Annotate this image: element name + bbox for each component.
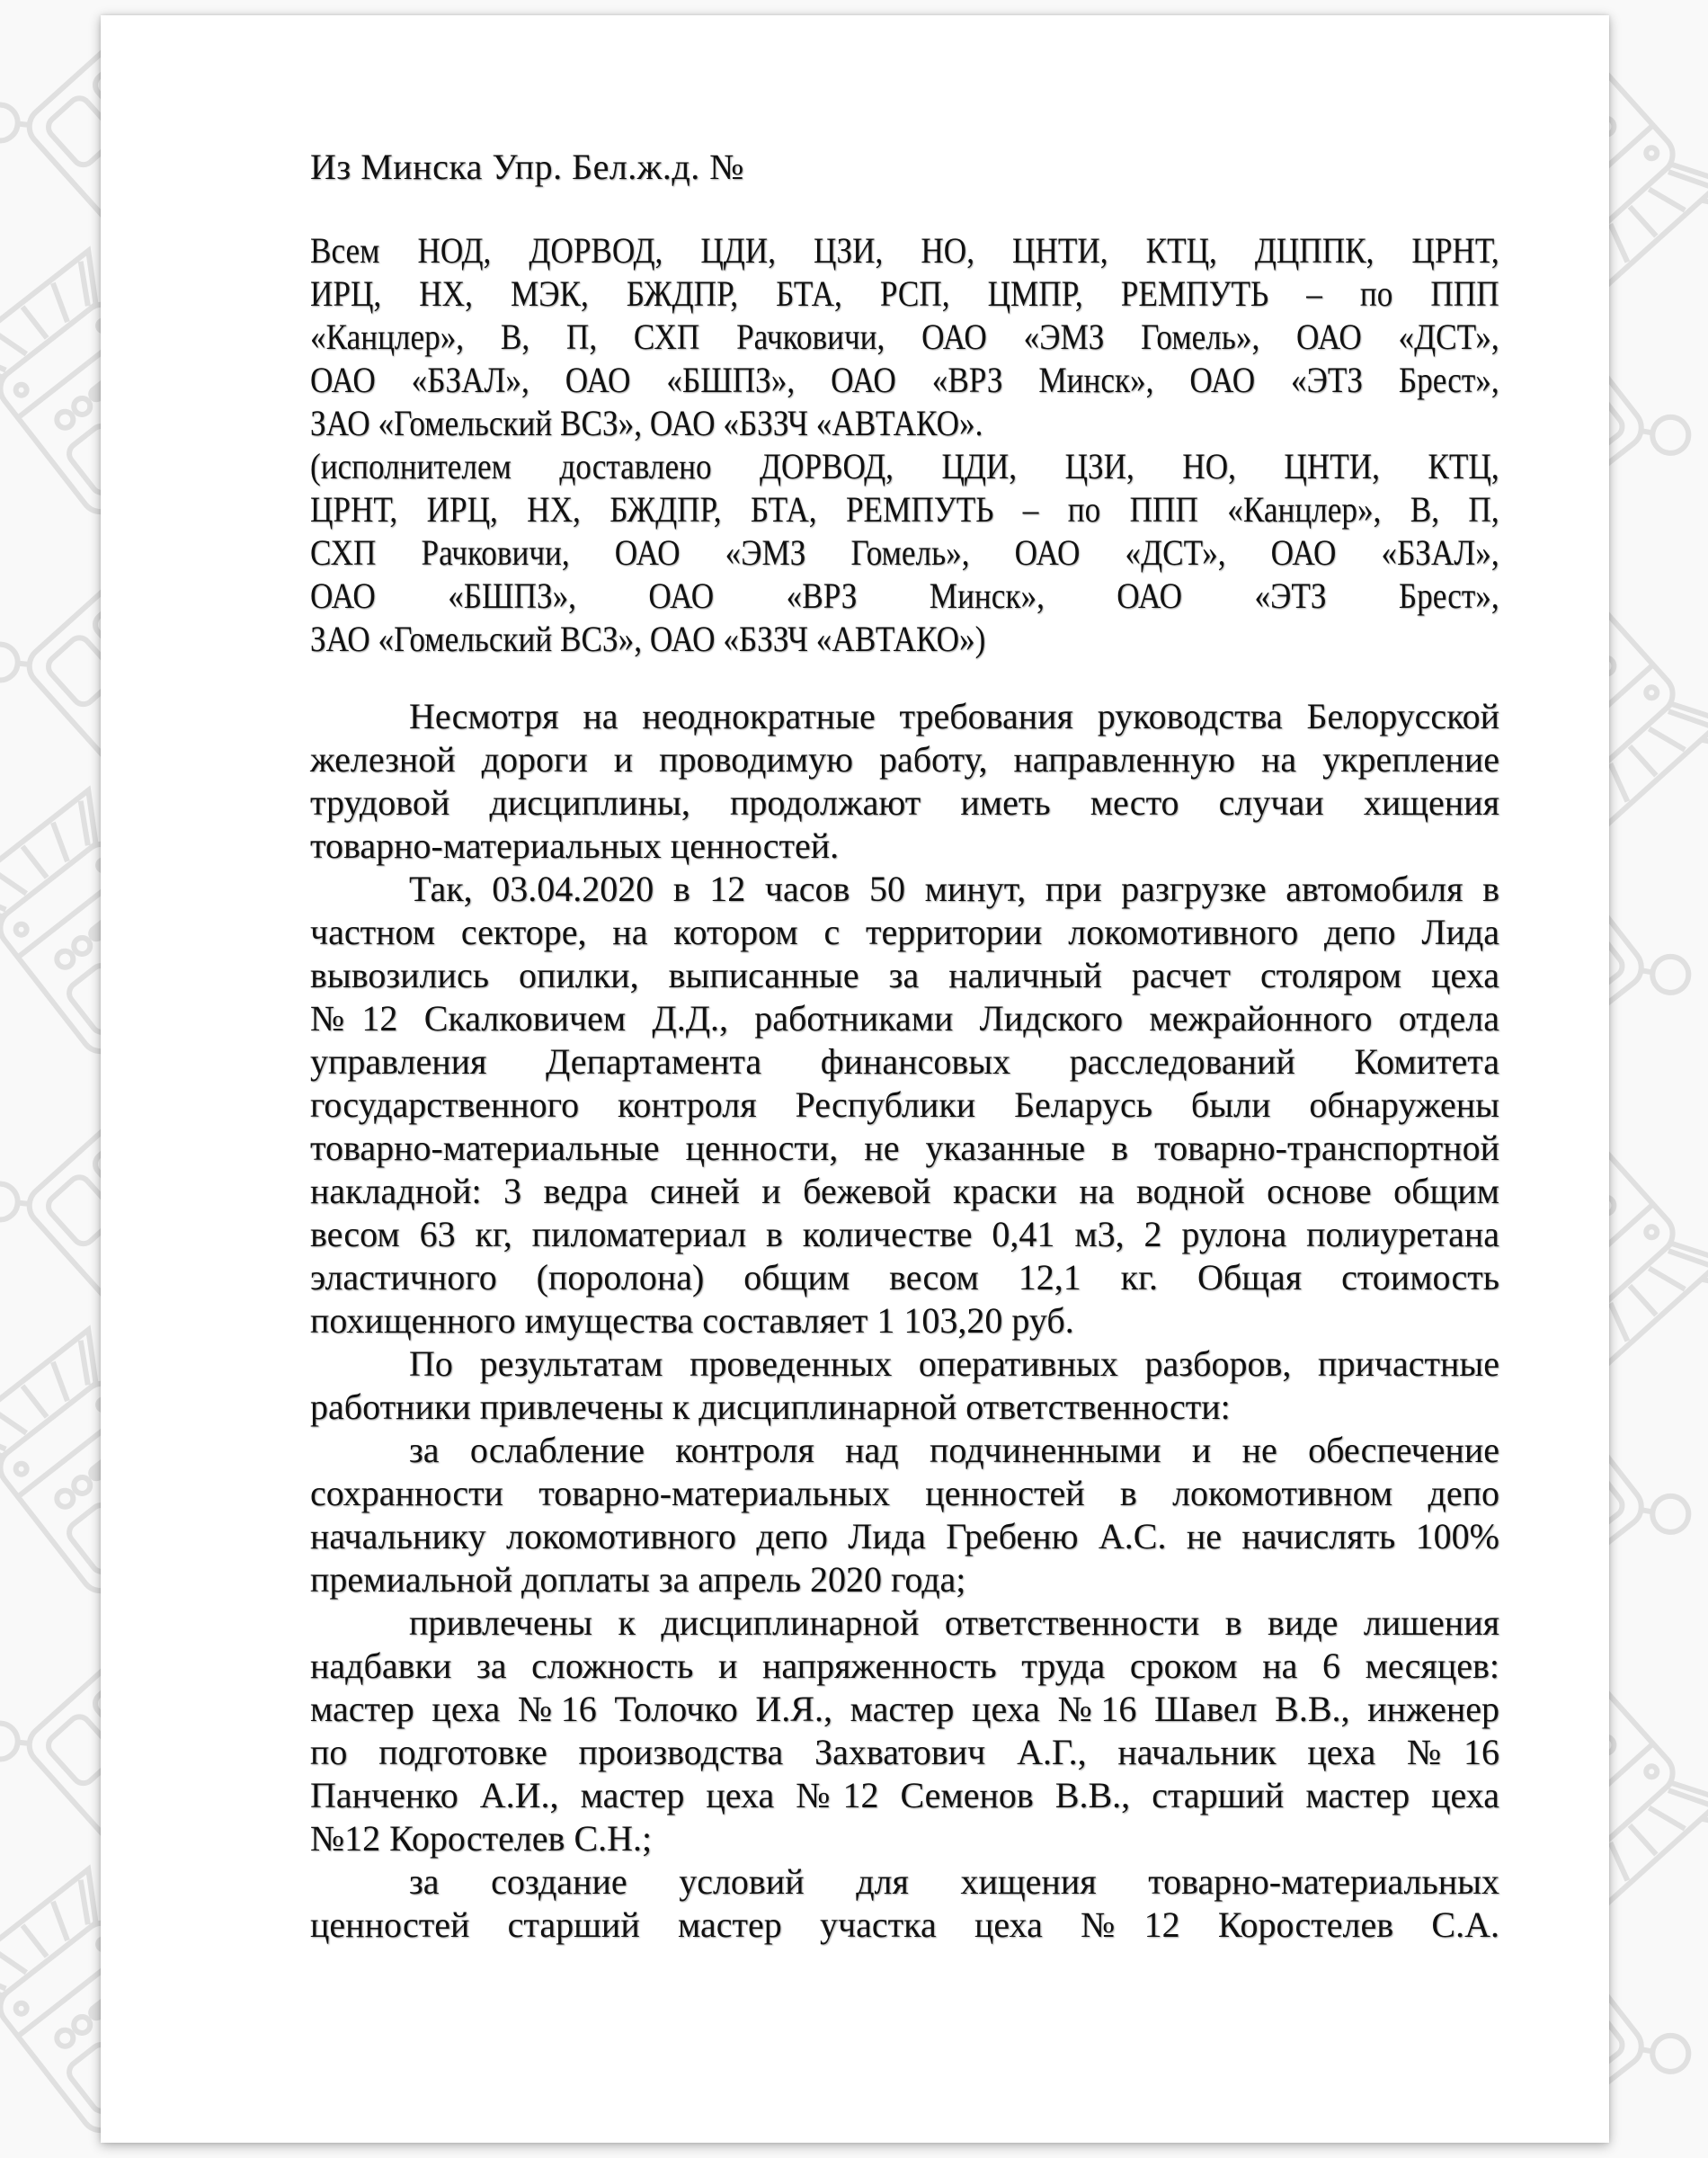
text-line: железной дороги и проводимую работу, направленную на укрепление (310, 739, 1499, 780)
text-line: частном секторе, на котором с территории локомотивного депо Лида (310, 912, 1499, 952)
text-line: работники привлечены к дисциплинарной ответственности: (310, 1387, 1231, 1427)
paragraph-results (310, 1342, 1499, 1429)
text-line: государственного контроля Республики Беларусь были обнаружены (310, 1084, 1499, 1125)
origin-line: Из Минска Упр. Бел.ж.д. № (310, 147, 744, 187)
text-line: вывозились опилки, выписанные за наличный расчет столяром цеха (310, 955, 1499, 995)
text-line: за создание условий для хищения товарно-материальных (409, 1861, 1499, 1902)
text-line: СХП Рачковичи, ОАО «ЭМЗ Гомель», ОАО «ДСТ», ОАО «БЗАЛ», (310, 532, 1499, 573)
text-line: Панченко А.И., мастер цеха №12 Семенов В.В., старший мастер цеха (310, 1775, 1499, 1815)
text-line: начальнику локомотивного депо Лида Гребеню А.С. не начислять 100% (310, 1516, 1499, 1556)
text-line: весом 63 кг, пиломатериал в количестве 0,41 м3, 2 рулона полиуретана (310, 1214, 1499, 1254)
text-line: ОАО «БШПЗ», ОАО «ВРЗ Минск», ОАО «ЭТЗ Брест», (310, 575, 1499, 616)
recipients-paragraph (310, 229, 1499, 445)
text-line: (исполнителем доставлено ДОРВОД, ЦДИ, ЦЗИ, НО, ЦНТИ, КТЦ, (310, 446, 1499, 486)
text-line: товарно-материальных ценностей. (310, 825, 840, 866)
text-line: по подготовке производства Захватович А.Г., начальник цеха №16 (310, 1732, 1499, 1772)
letter-body (310, 695, 1499, 1947)
text-line: ИРЦ, НХ, МЭК, БЖДПР, БТА, РСП, ЦМПР, РЕМПУТЬ – по ППП (310, 273, 1499, 314)
text-line: трудовой дисциплины, продолжают иметь место случаи хищения (310, 782, 1499, 823)
delivered-note-paragraph (310, 445, 1499, 661)
text-line: ценностей старший мастер участка цеха №12 Коростелев С.А. (310, 1904, 1499, 1945)
text-line: По результатам проведенных оперативных разборов, причастные (409, 1343, 1499, 1384)
text-line: сохранности товарно-материальных ценностей в локомотивном депо (310, 1473, 1499, 1513)
address-block (310, 229, 1499, 661)
text-line: мастер цеха №16 Толочко И.Я., мастер цеха №16 Шавел В.В., инженер (310, 1689, 1499, 1729)
paragraph-intro (310, 695, 1499, 868)
text-line: «Канцлер», В, П, СХП Рачковичи, ОАО «ЭМЗ Гомель», ОАО «ДСТ», (310, 317, 1499, 357)
paragraph-penalty-conditions (310, 1860, 1499, 1947)
text-line: эластичного (поролона) общим весом 12,1 кг. Общая стоимость (310, 1257, 1499, 1297)
paragraph-incident (310, 868, 1499, 1342)
paragraph-penalty-control (310, 1429, 1499, 1601)
text-line: товарно-материальные ценности, не указанные в товарно-транспортной (310, 1128, 1499, 1168)
text-line: Всем НОД, ДОРВОД, ЦДИ, ЦЗИ, НО, ЦНТИ, КТЦ, ДЦППК, ЦРНТ, (310, 230, 1499, 271)
text-line: похищенного имущества составляет 1 103,20 руб. (310, 1300, 1074, 1341)
text-line: ЗАО «Гомельский ВСЗ», ОАО «БЗЗЧ «АВТАКО». (310, 403, 983, 443)
text-line: ОАО «БЗАЛ», ОАО «БШПЗ», ОАО «ВРЗ Минск», ОАО «ЭТЗ Брест», (310, 360, 1499, 400)
text-line: ЦРНТ, ИРЦ, НХ, БЖДПР, БТА, РЕМПУТЬ – по ППП «Канцлер», В, П, (310, 489, 1499, 530)
text-line: Так, 03.04.2020 в 12 часов 50 минут, при разгрузке автомобиля в (409, 869, 1499, 909)
text-line: привлечены к дисциплинарной ответственности в виде лишения (409, 1602, 1499, 1643)
text-line: управления Департамента финансовых расследований Комитета (310, 1041, 1499, 1082)
text-line: накладной: 3 ведра синей и бежевой краски на водной основе общим (310, 1171, 1499, 1211)
document-page (101, 15, 1609, 2143)
text-line: №12 Скалковичем Д.Д., работниками Лидского межрайонного отдела (310, 998, 1499, 1039)
text-line: №12 Коростелев С.Н.; (310, 1818, 653, 1859)
text-line: ЗАО «Гомельский ВСЗ», ОАО «БЗЗЧ «АВТАКО») (310, 619, 986, 659)
text-line: премиальной доплаты за апрель 2020 года; (310, 1559, 966, 1600)
text-line: надбавки за сложность и напряженность труда сроком на 6 месяцев: (310, 1645, 1499, 1686)
text-line: за ослабление контроля над подчиненными и не обеспечение (409, 1430, 1499, 1470)
text-line: Несмотря на неоднократные требования руководства Белорусской (409, 696, 1499, 736)
paragraph-penalty-allowance (310, 1601, 1499, 1860)
